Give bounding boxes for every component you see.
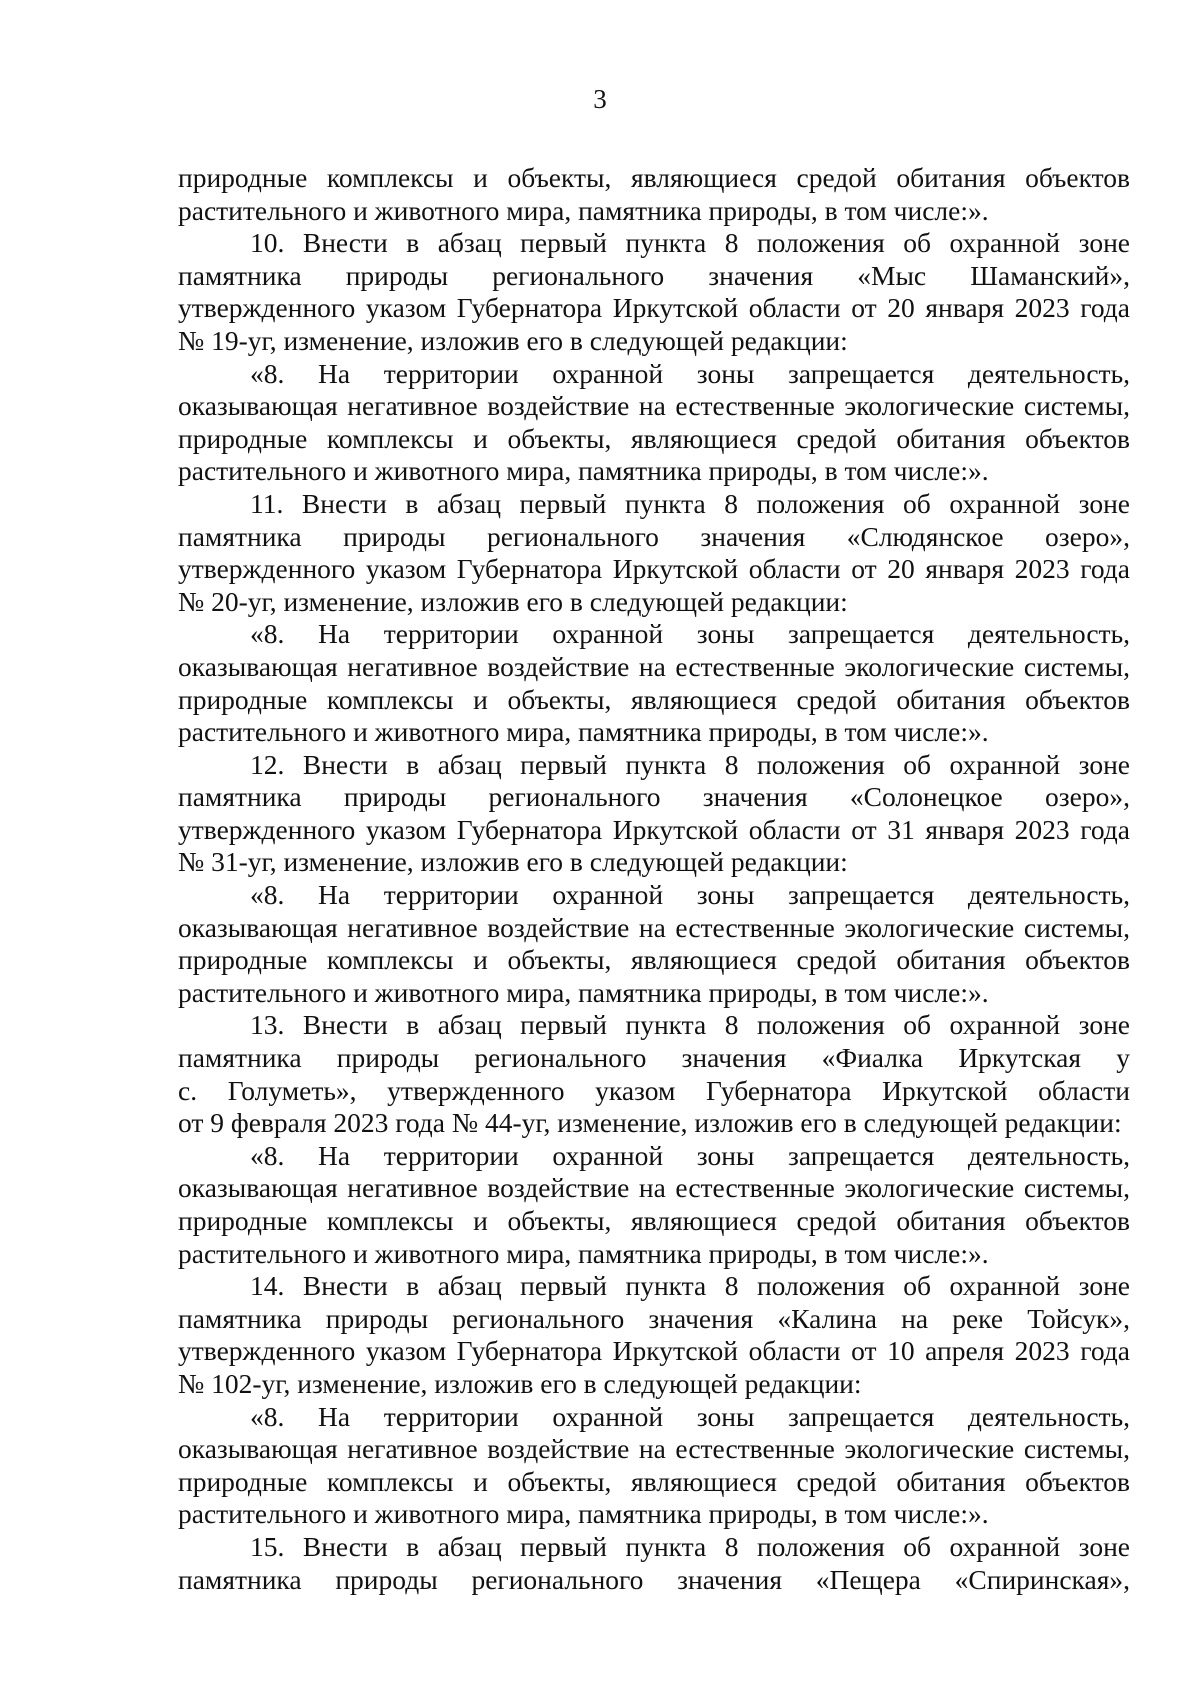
text-line: 14. Внести в абзац первый пункта 8 положения об охранной зоне — [250, 1270, 1130, 1302]
text-line: 11. Внести в абзац первый пункта 8 положения об охранной зоне — [250, 487, 1130, 519]
text-line: памятника природы регионального значения «Пещера «Спиринская», — [178, 1563, 1130, 1595]
text-line: 12. Внести в абзац первый пункта 8 положения об охранной зоне — [250, 748, 1130, 780]
text-line: «8. На территории охранной зоны запрещается деятельность, — [250, 1400, 1130, 1432]
text-line: № 31-уг, изменение, изложив его в следующей редакции: — [178, 846, 848, 878]
text-line: «8. На территории охранной зоны запрещается деятельность, — [250, 618, 1130, 650]
text-line: утвержденного указом Губернатора Иркутской области от 31 января 2023 года — [178, 813, 1130, 845]
text-line: «8. На территории охранной зоны запрещается деятельность, — [250, 357, 1130, 389]
text-line: оказывающая негативное воздействие на естественные экологические системы, — [178, 1172, 1130, 1204]
text-line: № 19-уг, изменение, изложив его в следующей редакции: — [178, 324, 848, 356]
page-number: 3 — [593, 84, 607, 114]
text-line: утвержденного указом Губернатора Иркутской области от 20 января 2023 года — [178, 553, 1130, 585]
text-line: оказывающая негативное воздействие на естественные экологические системы, — [178, 390, 1130, 422]
text-line: оказывающая негативное воздействие на естественные экологические системы, — [178, 911, 1130, 943]
text-line: растительного и животного мира, памятника природы, в том числе:». — [178, 1498, 989, 1530]
text-line: растительного и животного мира, памятника природы, в том числе:». — [178, 194, 989, 226]
text-line: с. Голуметь», утвержденного указом Губернатора Иркутской области — [178, 1074, 1130, 1106]
text-line: № 102-уг, изменение, изложив его в следующей редакции: — [178, 1367, 862, 1399]
text-line: 13. Внести в абзац первый пункта 8 положения об охранной зоне — [250, 1009, 1130, 1041]
text-line: памятника природы регионального значения «Слюдянское озеро», — [178, 520, 1130, 552]
text-line: памятника природы регионального значения «Калина на реке Тойсук», — [178, 1302, 1130, 1334]
text-line: памятника природы регионального значения «Мыс Шаманский», — [178, 259, 1130, 291]
text-line: утвержденного указом Губернатора Иркутской области от 20 января 2023 года — [178, 292, 1130, 324]
text-line: оказывающая негативное воздействие на естественные экологические системы, — [178, 1433, 1130, 1465]
text-line: природные комплексы и объекты, являющиеся средой обитания объектов — [178, 162, 1130, 193]
text-line: памятника природы регионального значения «Солонецкое озеро», — [178, 781, 1130, 813]
text-line: оказывающая негативное воздействие на естественные экологические системы, — [178, 650, 1130, 682]
text-line: растительного и животного мира, памятника природы, в том числе:». — [178, 1237, 989, 1269]
text-line: растительного и животного мира, памятника природы, в том числе:». — [178, 716, 989, 748]
text-line: природные комплексы и объекты, являющиеся средой обитания объектов — [178, 422, 1130, 454]
text-line: от 9 февраля 2023 года № 44-уг, изменение, изложив его в следующей редакции: — [178, 1107, 1122, 1139]
text-line: 10. Внести в абзац первый пункта 8 положения об охранной зоне — [250, 227, 1130, 259]
text-line: природные комплексы и объекты, являющиеся средой обитания объектов — [178, 1205, 1130, 1236]
text-line: № 20-уг, изменение, изложив его в следующей редакции: — [178, 585, 848, 617]
text-line: природные комплексы и объекты, являющиеся средой обитания объектов — [178, 944, 1130, 976]
text-line: утвержденного указом Губернатора Иркутской области от 10 апреля 2023 года — [178, 1335, 1130, 1367]
text-line: растительного и животного мира, памятника природы, в том числе:». — [178, 976, 989, 1008]
text-line: памятника природы регионального значения «Фиалка Иркутская у — [178, 1042, 1130, 1074]
document-body — [178, 162, 1130, 1596]
text-line: природные комплексы и объекты, являющиеся средой обитания объектов — [178, 1465, 1130, 1497]
text-line: природные комплексы и объекты, являющиеся средой обитания объектов — [178, 683, 1130, 715]
text-line: 15. Внести в абзац первый пункта 8 положения об охранной зоне — [250, 1530, 1130, 1562]
text-line: «8. На территории охранной зоны запрещается деятельность, — [250, 1139, 1130, 1171]
text-line: «8. На территории охранной зоны запрещается деятельность, — [250, 879, 1130, 911]
text-line: растительного и животного мира, памятника природы, в том числе:». — [178, 455, 989, 487]
